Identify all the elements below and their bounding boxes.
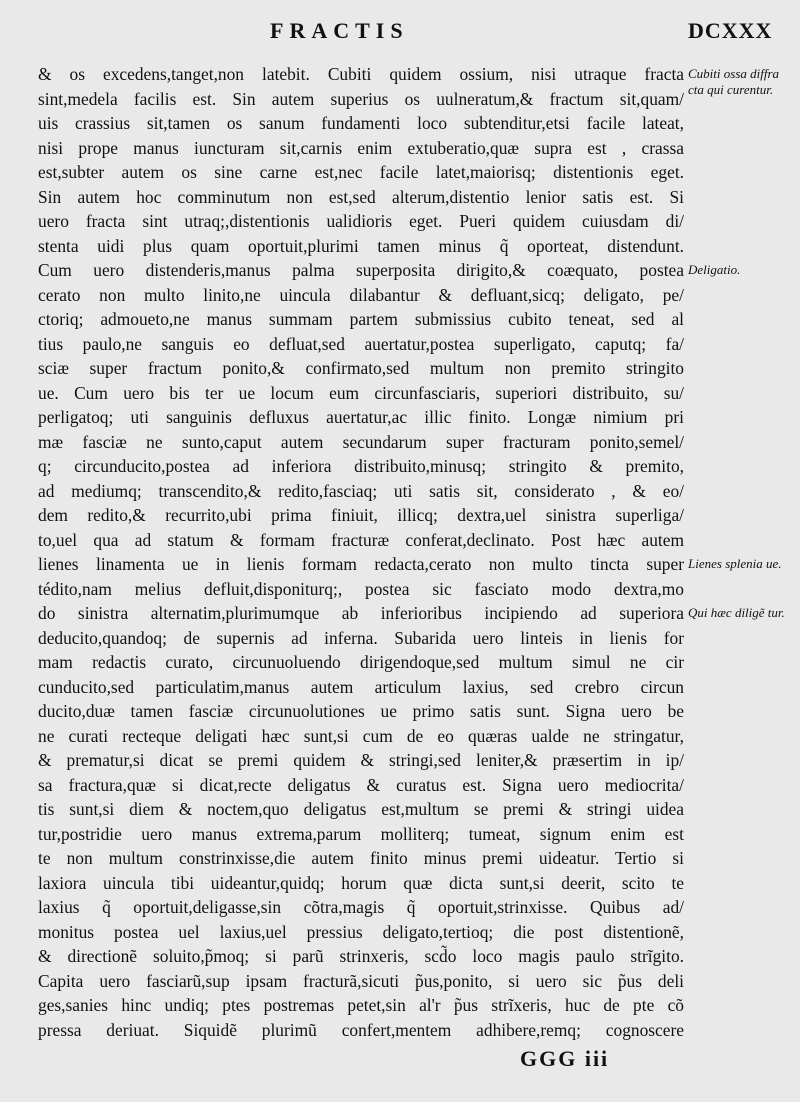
running-head: FRACTIS [270, 18, 409, 43]
text-line: te non multum constrinxisse,die autem finito minus premi uideatur. Tertio si [38, 848, 684, 868]
text-line: ad mediumq; transcendito,& redito,fasciaq; uti satis sit, considerato , & eo/ [38, 480, 684, 501]
text-line: cerato non multo linito,ne uincula dilabantur & defluant,sicq; deligato, pe/ [38, 284, 684, 305]
text-line: mam redactis curato, circunuoluendo dirigendoque,sed multum simul ne cir [38, 652, 684, 672]
text-line: sciæ super fractum ponito,& confirmato,sed multum non premito stringito [38, 358, 684, 378]
text-line: perligatoq; uti sanguinis defluxus auertatur,ac illic finito. Longæ nimium pri [38, 407, 684, 427]
text-line: Sin autem hoc comminutum non est,sed alterum,distentio lenior satis est. Si [38, 186, 684, 207]
text-line: uero fracta sint utraq;,distentionis ualidioris eget. Pueri quidem cuiusdam di/ [38, 211, 684, 231]
text-line: nisi prope manus iuncturam sit,carnis enim extuberatio,quæ supra est , crassa [38, 137, 684, 158]
text-line: est,subter autem os sine carne est,nec facile latet,maiorisq; distentionis eget. [38, 162, 684, 182]
text-line: Capita uero fasciarũ,sup ipsam fracturã,sicuti p̃us,ponito, si uero sic p̃us deli [38, 970, 684, 991]
margin-note: Cubiti ossa diffra cta qui curentur. [688, 66, 780, 97]
text-line: monitus postea uel laxius,uel pressius deligato,tertioq; die post distentionẽ, [38, 921, 684, 942]
text-line: cunducito,sed particulatim,manus autem articulum laxius, sed crebro circun [38, 676, 684, 697]
text-line: deducito,quandoq; de supernis ad inferna. Subarida uero linteis in lienis for [38, 627, 684, 648]
text-line: q; circunducito,postea ad inferiora distribuito,minusq; stringito & premito, [38, 456, 684, 476]
text-line: laxiora uincula tibi uideantur,quidq; horum quæ dicta sunt,si deerit, scito te [38, 872, 684, 893]
text-line: sa fractura,quæ si dicat,recte deligatus & curatus est. Signa uero mediocrita/ [38, 774, 684, 795]
text-line: laxius q̃ oportuit,deligasse,sin cõtra,magis q̃ oportuit,strinxisse. Quibus ad/ [38, 897, 684, 917]
text-line: sint,medela facilis est. Sin autem superius os uulneratum,& fractum sit,quam/ [38, 88, 684, 109]
text-line: Cum uero distenderis,manus palma superposita dirigito,& coæquato, postea [38, 260, 684, 280]
text-line: do sinistra alternatim,plurimumque ab inferioribus incipiendo ad superiora [38, 603, 684, 623]
text-line: to,uel qua ad statum & formam fracturæ conferat,declinato. Post hæc autem [38, 529, 684, 550]
text-line: tis sunt,si diem & noctem,quo deligatus est,multum se premi & stringi uidea [38, 799, 684, 819]
text-line: tur,postridie uero manus extrema,parum molliterq; tumeat, signum enim est [38, 823, 684, 844]
margin-note: Lienes splenia ue. [688, 556, 782, 571]
margin-note: Deligatio. [688, 262, 741, 277]
text-line: ne curati recteque deligati hæc sunt,si cum de eo quæras ualde ne stringatur, [38, 725, 684, 746]
text-line: mæ fasciæ ne sunto,caput autem secundarum super fracturam ponito,semel/ [38, 431, 684, 452]
text-line: tius paulo,ne sanguis eo defluat,sed auertatur,postea superligato, caputq; fa/ [38, 333, 684, 354]
text-line: & os excedens,tanget,non latebit. Cubiti quidem ossium, nisi utraque fracta [38, 64, 684, 84]
margin-note: Qui hæc diligẽ tur. [688, 605, 785, 620]
text-line: & prematur,si dicat se premi quidem & stringi,sed leniter,& præsertim in ip/ [38, 750, 684, 770]
main-text-block [38, 62, 684, 1042]
text-line: ue. Cum uero bis ter ue locum eum circunfasciaris, superiori distribuito, su/ [38, 382, 684, 403]
text-line: lienes linamenta ue in lienis formam redacta,cerato non multo tincta super [38, 554, 684, 574]
text-line: dem redito,& recurrito,ubi prima finiuit, illicq; dextra,uel sinistra superliga/ [38, 505, 684, 525]
folio-number: DCXXX [688, 18, 773, 43]
text-line: ctoriq; admoueto,ne manus summam partem submissius cubito teneat, sed al [38, 309, 684, 329]
text-line: stenta uidi plus quam oportuit,plurimi tamen minus q̃ oporteat, distendunt. [38, 235, 684, 256]
text-line: uis crassius sit,tamen os sanum fundamenti loco subtenditur,etsi facile lateat, [38, 113, 684, 133]
text-line: pressa deriuat. Siquidẽ plurimũ confert,mentem adhibere,remq; cognoscere [38, 1019, 684, 1040]
text-line: ducito,duæ tamen fasciæ circunuolutiones ue primo satis sunt. Signa uero be [38, 701, 684, 721]
text-line: ges,sanies hinc undiq; ptes postremas petet,sin al'r p̃us strĩxeris, huc de pte cõ [38, 995, 684, 1015]
signature-mark: GGG iii [520, 1046, 610, 1071]
text-line: tédito,nam melius defluit,disponiturq;, postea sic fasciato modo dextra,mo [38, 578, 684, 599]
text-line: & directionẽ soluito,p̃moq; si parũ strinxeris, scd̃o loco magis paulo strĩgito. [38, 946, 684, 966]
